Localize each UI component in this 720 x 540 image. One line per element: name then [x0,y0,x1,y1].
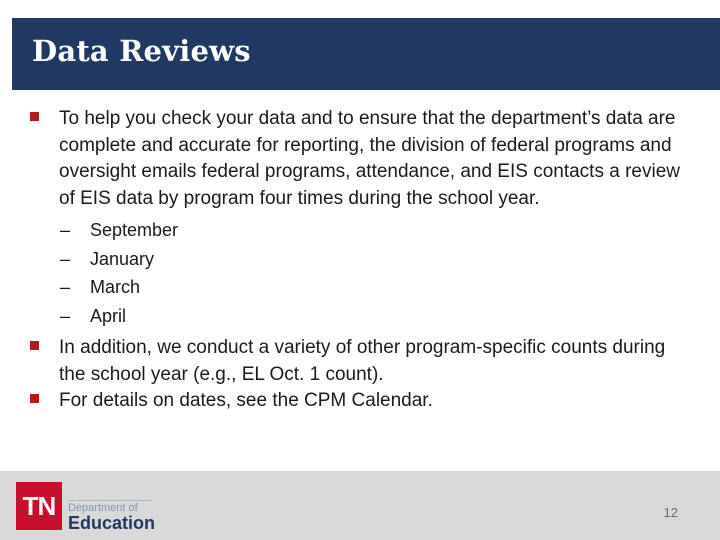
dash-icon: – [60,248,71,269]
sub-item-text: September [90,220,179,240]
square-bullet-icon [30,112,39,121]
dash-icon: – [60,305,71,326]
logo-education: Education [68,513,156,533]
bullet-item [30,106,690,212]
tn-logo-mark: TN [16,482,62,530]
sub-item-text: April [90,305,127,326]
footer-bar [0,471,720,540]
dash-icon: – [60,220,71,240]
sub-item [60,273,690,302]
bullet-text: For details on dates, see the CPM Calendar. [59,390,433,411]
sub-item-text: January [90,248,155,269]
sub-item-text: March [90,277,141,297]
sub-item [60,245,690,274]
bullet-text: To help you check your data and to ensure that the department’s data are complete and accurate for reporting, the division of federal programs and oversight emails federal programs, attendance, and EIS contacts a review of EIS data by program four times during the school year. [59,108,680,209]
logo-divider [68,500,152,501]
sub-item [60,216,690,245]
bullet-text: In addition, we conduct a variety of other program-specific counts during the school year (e.g., EL Oct. 1 count). [59,337,666,385]
logo-department: Department of [68,502,138,514]
square-bullet-icon [30,394,39,403]
title-bar [12,18,720,90]
sub-item [60,302,690,331]
square-bullet-icon [30,341,39,350]
slide-content [30,106,690,415]
dash-icon: – [60,277,71,297]
bullet-item [30,388,690,415]
page-number: 12 [663,505,678,520]
bullet-item [30,335,690,388]
month-list [60,216,690,330]
slide-title: Data Reviews [32,34,251,68]
tn-education-logo [16,482,156,534]
